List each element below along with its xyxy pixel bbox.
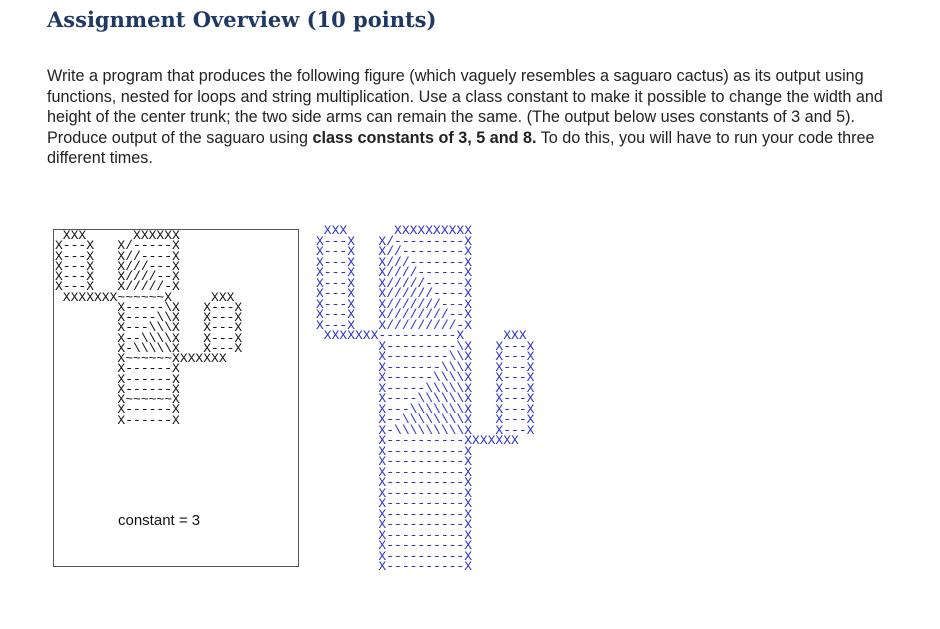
- small-saguaro-ascii: XXX XXXXXX X---X X/-----X X---X X//----X X---X X///---X X---X X////--X X---X X/////-X XXXXXXX~~~~~~X XXX X-----\X X---X X----\\X X---X X---\\\X X---X X--\\\\X X---X X-\\\\\X X---X X~~~~~~XXXXXXX X------X X------X X------X X~~~~~~X X------X X------X: [55, 228, 243, 428]
- large-saguaro-ascii: XXX XXXXXXXXXX X---X X/---------X X---X X//--------X X---X X///-------X X---X X////------X X---X X/////-----X X---X X//////----X X---X X///////---X X---X X////////--X X---X X/////////-X XXXXXXX----------X XXX X---------\X X---X X--------\\X X---X X-------\\\X X---X X------\\\\X X---X X-----\\\\\X X---X X----\\\\\\X X---X X---\\\\\\\X X---X X--\\\\\\\\X X---X X-\\\\\\\\\X X---X X----------XXXXXXX X----------X X----------X X----------X X----------X X----------X X----------X X----------X X----------X X----------X X----------X X----------X X----------X: [316, 223, 535, 574]
- small-figure-caption: constant = 3: [118, 512, 201, 529]
- description-text: Write a program that produces the following figure (which vaguely resembles a saguaro cactus) as its output using functions, nested for loops and string multiplication. Use a class constant to make it possible to change the width and height of the center trunk; the two side arms can remain the same. (The output below uses constants of 3 and 5). Produce output of the saguaro using: [47, 67, 883, 147]
- description-text-end: To do this, you will have to run your code three different times.: [47, 128, 875, 167]
- description-bold-text: class constants of 3, 5 and 8.: [312, 128, 537, 147]
- assignment-description: [47, 66, 907, 169]
- page-title: Assignment Overview (10 points): [47, 7, 437, 32]
